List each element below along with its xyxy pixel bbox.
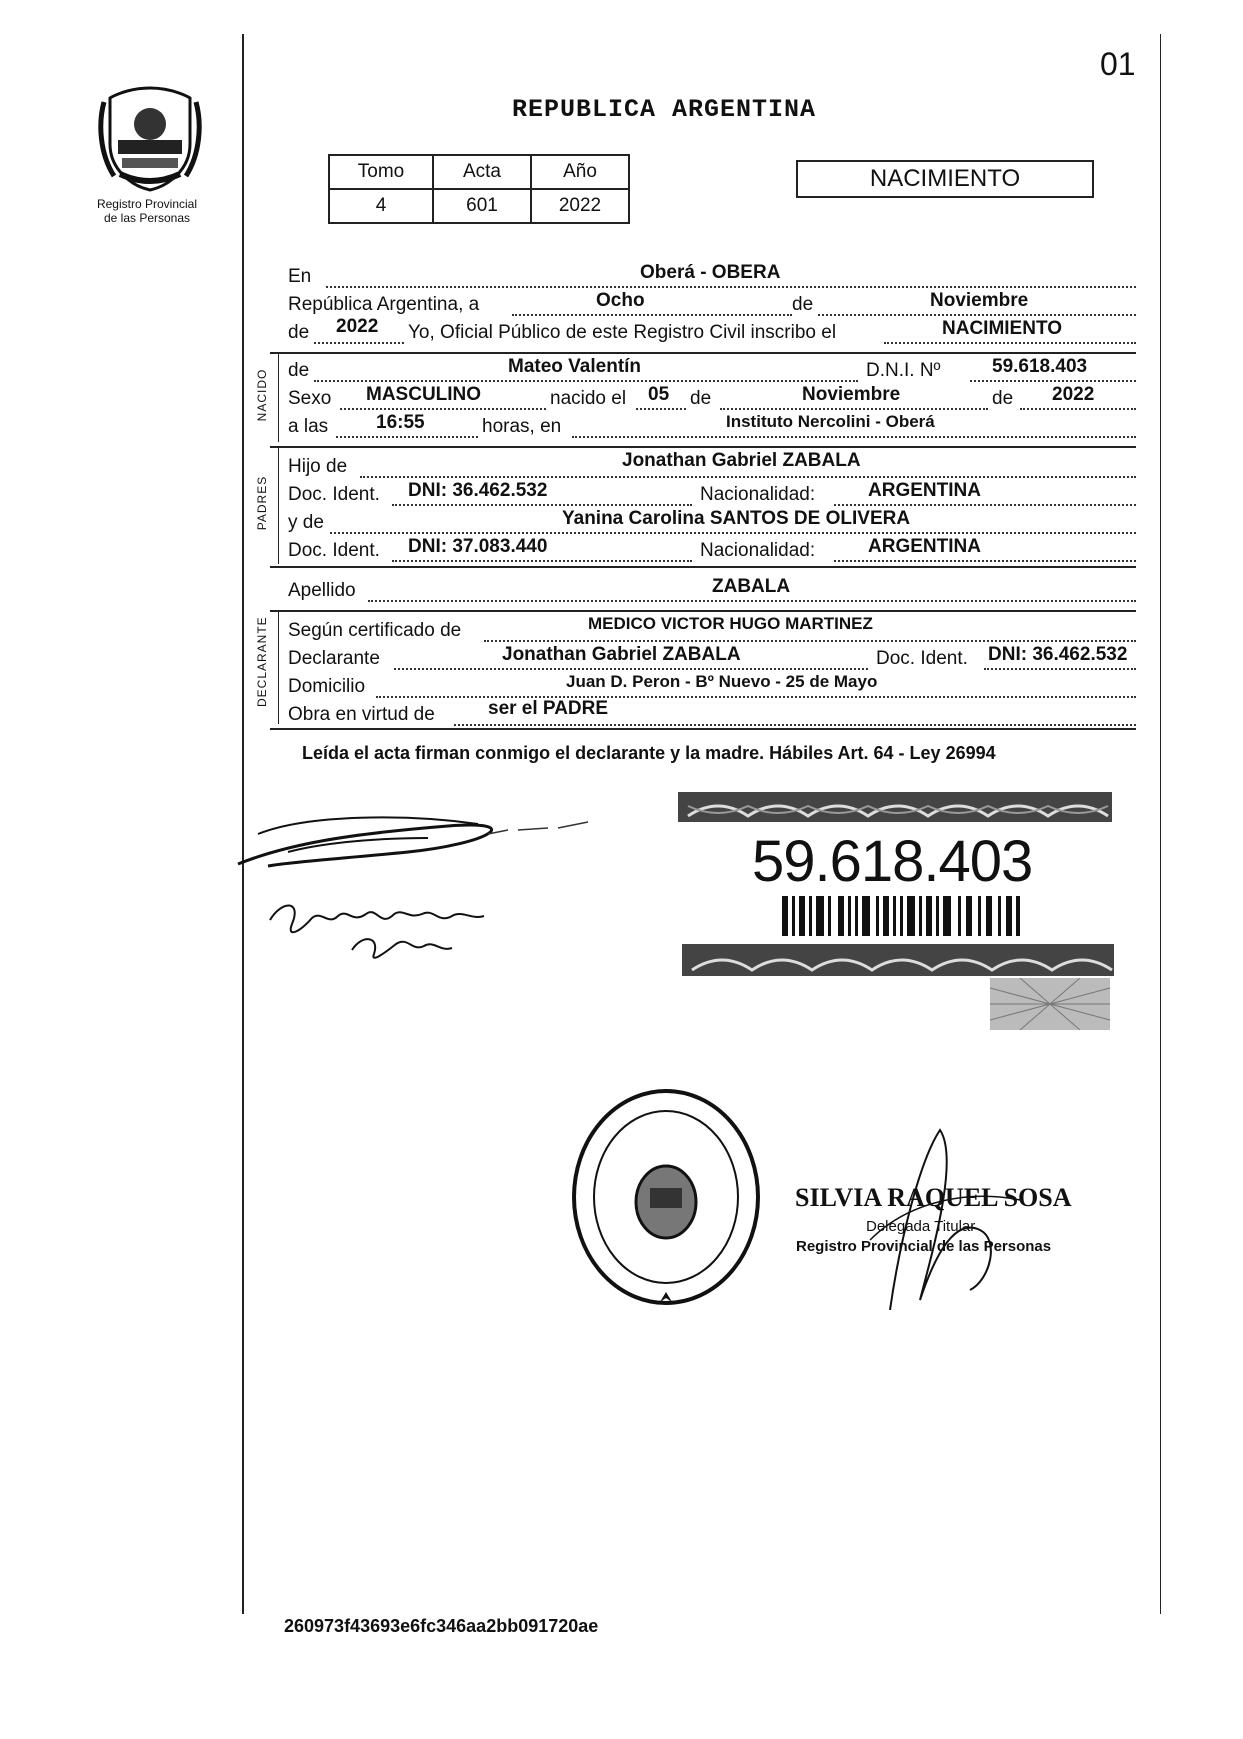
value-nombre: Mateo Valentín	[508, 356, 642, 377]
dotted-line	[340, 406, 546, 410]
value-domicilio: Juan D. Peron - Bº Nuevo - 25 de Mayo	[566, 672, 878, 691]
value-acta: 601	[433, 189, 531, 223]
label-doc-ident-madre: Doc. Ident.	[288, 540, 380, 561]
value-lugar-nac: Instituto Nercolini - Oberá	[726, 412, 935, 431]
barcode-number: 59.618.403	[752, 829, 1033, 894]
label-doc-ident-padre: Doc. Ident.	[288, 484, 380, 505]
dotted-line	[484, 638, 1136, 642]
side-label-nacido: NACIDO	[255, 368, 269, 422]
section-bracket	[278, 612, 279, 724]
dotted-line	[984, 666, 1136, 670]
dotted-line	[336, 434, 478, 438]
label-nacionalidad-padre: Nacionalidad:	[700, 484, 816, 505]
security-strip-bottom	[682, 944, 1114, 976]
mother-signature	[262, 890, 522, 970]
document-title: REPUBLICA ARGENTINA	[512, 95, 817, 124]
registry-table	[328, 154, 630, 224]
header-acta: Acta	[433, 155, 531, 189]
label-a-las: a las	[288, 416, 329, 437]
value-apellido: ZABALA	[712, 576, 791, 597]
label-de-mes-nac: de	[690, 388, 712, 409]
label-obra: Obra en virtud de	[288, 704, 435, 725]
label-nacionalidad-madre: Nacionalidad:	[700, 540, 816, 561]
label-horas-en: horas, en	[482, 416, 562, 437]
label-de-anio: de	[288, 322, 310, 343]
document-hash: 260973f43693e6fc346aa2bb091720ae	[284, 1616, 599, 1636]
logo-caption-line-1: Registro Provincial	[96, 197, 198, 211]
section-divider	[270, 610, 1136, 612]
label-dni: D.N.I. Nº	[866, 360, 941, 381]
dotted-line	[392, 502, 692, 506]
registry-oval-stamp	[566, 1084, 766, 1310]
registry-table-header	[329, 155, 629, 189]
section-divider	[270, 566, 1136, 568]
page-number: 01	[1100, 46, 1136, 82]
value-anio: 2022	[531, 189, 629, 223]
declarant-signature	[228, 804, 608, 874]
label-de: de	[792, 294, 814, 315]
dotted-line	[326, 284, 1136, 288]
dotted-line	[818, 312, 1136, 316]
value-declarante: Jonathan Gabriel ZABALA	[502, 644, 741, 665]
label-hijo-de: Hijo de	[288, 456, 348, 477]
label-segun: Según certificado de	[288, 620, 462, 641]
act-type-box: NACIMIENTO	[796, 160, 1094, 198]
right-margin-line	[1160, 34, 1161, 1614]
dotted-line	[884, 340, 1136, 344]
section-divider	[270, 352, 1136, 354]
side-label-padres: PADRES	[255, 475, 269, 531]
label-sexo: Sexo	[288, 388, 332, 409]
label-de-nombre: de	[288, 360, 310, 381]
barcode-icon	[782, 896, 1022, 936]
value-dia-nac: 05	[648, 384, 670, 405]
label-y-de: y de	[288, 512, 324, 533]
section-bracket	[278, 448, 279, 564]
dotted-line	[636, 406, 686, 410]
dotted-line	[720, 406, 988, 410]
value-padre: Jonathan Gabriel ZABALA	[622, 450, 861, 471]
section-divider	[270, 728, 1136, 730]
closing-statement: Leída el acta firman conmigo el declarante y la madre. Hábiles Art. 64 - Ley 26994	[302, 743, 996, 763]
value-obra: ser el PADRE	[488, 698, 609, 719]
value-padre-nac: ARGENTINA	[868, 480, 981, 501]
label-republica: República Argentina, a	[288, 294, 480, 315]
dotted-line	[394, 666, 868, 670]
dotted-line	[1020, 406, 1136, 410]
dotted-line	[454, 722, 1136, 726]
dotted-line	[834, 502, 1136, 506]
dotted-line	[314, 340, 404, 344]
label-de-anio-nac: de	[992, 388, 1014, 409]
official-name: SILVIA RAQUEL SOSA	[795, 1183, 1072, 1212]
value-madre: Yanina Carolina SANTOS DE OLIVERA	[562, 508, 911, 529]
logo-caption	[82, 197, 212, 225]
value-tipo: NACIMIENTO	[942, 318, 1062, 339]
label-yo: Yo, Oficial Público de este Registro Civil inscribo el	[408, 322, 837, 343]
dotted-line	[970, 378, 1136, 382]
label-apellido: Apellido	[288, 580, 356, 601]
official-office: Registro Provincial de las Personas	[796, 1238, 1052, 1255]
value-lugar: Oberá - OBERA	[640, 262, 781, 283]
value-sexo: MASCULINO	[366, 384, 482, 405]
value-mes-nac: Noviembre	[802, 384, 901, 405]
official-role: Delegada Titular	[866, 1218, 976, 1235]
label-en: En	[288, 266, 312, 287]
dotted-line	[392, 558, 692, 562]
dotted-line	[314, 378, 858, 382]
header-tomo: Tomo	[329, 155, 433, 189]
header-anio: Año	[531, 155, 629, 189]
value-madre-nac: ARGENTINA	[868, 536, 981, 557]
dotted-line	[834, 558, 1136, 562]
value-tomo: 4	[329, 189, 433, 223]
value-certificado: MEDICO VICTOR HUGO MARTINEZ	[588, 614, 873, 633]
label-nacido-el: nacido el	[550, 388, 627, 409]
value-dni: 59.618.403	[992, 356, 1088, 377]
label-doc-ident-declarante: Doc. Ident.	[876, 648, 968, 669]
province-shield-logo	[96, 84, 204, 194]
value-anio-nac: 2022	[1052, 384, 1095, 405]
value-madre-dni: DNI: 37.083.440	[408, 536, 548, 557]
security-strip-top	[678, 792, 1112, 822]
value-dia-acta: Ocho	[596, 290, 645, 311]
value-mes-acta: Noviembre	[930, 290, 1029, 311]
value-hora: 16:55	[376, 412, 425, 433]
dotted-line	[360, 474, 1136, 478]
label-declarante: Declarante	[288, 648, 380, 669]
side-label-declarante: DECLARANTE	[255, 616, 269, 707]
logo-caption-line-2: de las Personas	[103, 211, 191, 225]
section-divider	[270, 446, 1136, 448]
value-anio-acta: 2022	[336, 316, 379, 337]
dotted-line	[368, 598, 1136, 602]
value-padre-dni: DNI: 36.462.532	[408, 480, 548, 501]
dotted-line	[512, 312, 792, 316]
dotted-line	[572, 434, 1136, 438]
security-hologram	[990, 978, 1110, 1030]
label-domicilio: Domicilio	[288, 676, 366, 697]
value-declarante-dni: DNI: 36.462.532	[988, 644, 1128, 665]
registry-table-values	[329, 189, 629, 223]
dotted-line	[330, 530, 1136, 534]
section-bracket	[278, 354, 279, 442]
